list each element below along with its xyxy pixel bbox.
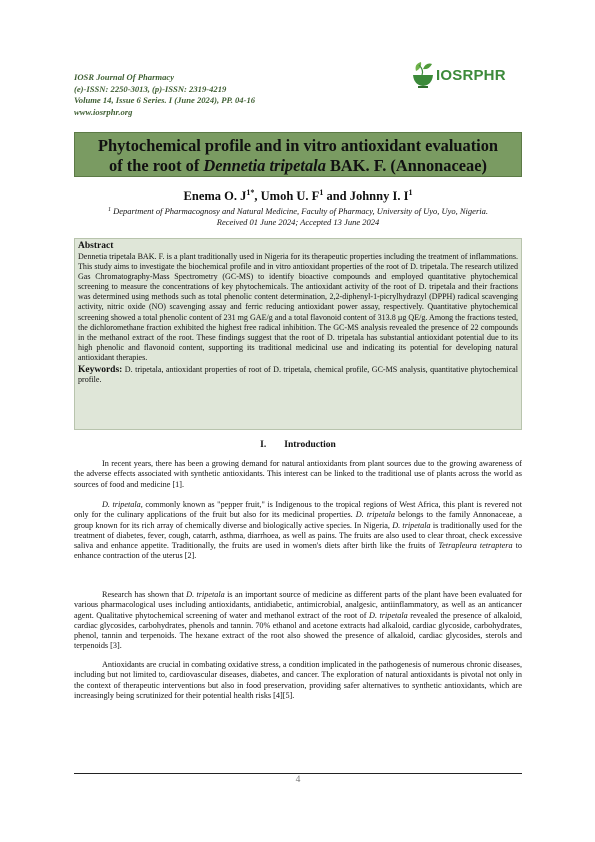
abstract-body: Dennetia tripetala BAK. F. is a plant traditionally used in Nigeria for its therapeutic properties including the treatment of inflammations. This study aims to investigate the biochemical profile and in vitro antioxidant properties of the root of D. tripetala. The research utilized Gas Chromatography-Mass Spectrometry (GC-MS) to identify bioactive compounds and employed quantitative phytochemical screening to measure the concentrations of key phytochemicals. The antioxidant activity of the root of D. tripetala and their fractions was determined using methods such as total phenolic content determination, 2,2-diphenyl-1-picrylhydrazyl (DPPH) radical scavenging activity, nitric oxide (NO) scavenging assay and ferric reducing antioxidant power assay, respectively. Quantitative phytochemical screening showed a total phenolic content of 231 mg GAE/g and a total flavonoid content of 313.8 µg QE/g. Among the fractions tested, the dichloromethane fraction exhibited the highest free radical inhibition. The GC-MS analysis revealed the presence of 22 compounds in the methanol extract of the root. These findings suggest that the root of D. tripetala has substantial antioxidant potential due to its high phenolic and flavonoid content, supporting its traditional medicinal use and indicating its potential for developing natural antioxidant therapies. bbox=[78, 252, 518, 362]
paragraph-text: is traditionally used for the treatment of diabetes, fever, cough, catarrh, asthma, diarrhoea, as well as pains. The fruits are also used to clear throat, check excessive saliva and enhance appetite. Traditionally, the fruits are used in women's diets after birth like the fruits of bbox=[74, 520, 522, 551]
intro-paragraph-3 bbox=[74, 590, 522, 652]
title-suffix: BAK. F. (Annonaceae) bbox=[325, 156, 487, 175]
author-sep: , bbox=[254, 189, 261, 203]
abstract-heading: Abstract bbox=[78, 241, 114, 251]
keywords-label: Keywords: bbox=[78, 365, 123, 376]
author-3-sup: 1 bbox=[408, 188, 413, 197]
title-prefix: of the root of bbox=[109, 156, 204, 175]
paragraph-text: revealed the presence of alkaloid, cardiac glycosides, carbohydrates, phenols and tannin. 70% ethanol and acetone extracts had alkaloid, cardiac glycoside, carbohydrates, phenol, tannin and terpenoids. The hexane extract of the root also showed the presence of alkaloid, cardiac glycosides, sterols and terpenoids [3]. bbox=[74, 610, 522, 651]
paper-title bbox=[74, 132, 522, 177]
footer-divider bbox=[74, 773, 522, 774]
author-1: Enema O. J bbox=[183, 189, 247, 203]
section-number: I. bbox=[260, 440, 267, 450]
logo-text: IOSRPHR bbox=[436, 67, 506, 84]
species-name: D. tripetala bbox=[186, 590, 225, 599]
title-species: Dennetia tripetala bbox=[203, 156, 326, 175]
keywords bbox=[78, 365, 518, 385]
author-2: Umoh U. F bbox=[260, 189, 320, 203]
page-number: 4 bbox=[295, 775, 301, 785]
journal-issn: (e)-ISSN: 2250-3013, (p)-ISSN: 2319-4219 bbox=[74, 83, 227, 94]
journal-volume: Volume 14, Issue 6 Series. I (June 2024), PP. 04-16 bbox=[74, 95, 256, 106]
journal-name: IOSR Journal Of Pharmacy bbox=[74, 72, 175, 82]
paragraph-text: to enhance contraction of the uterus [2]. bbox=[74, 541, 522, 561]
intro-paragraph-4: Antioxidants are crucial in combating oxidative stress, a condition implicated in the pathogenesis of numerous chronic diseases, including but not limited to, cardiovascular diseases, diabetes, and cancer. The exploration of natural antioxidants is pivotal not only in the context of therapeutic interventions but also in food preservation, providing safer alternatives to synthetic antioxidants, which are increasingly being scrutinized for their potential health risks [4][5]. bbox=[74, 660, 522, 700]
affiliation-sup: 1 bbox=[107, 207, 111, 213]
paragraph-text: , commonly known as "pepper fruit," is Indigenous to the tropical regions of West Africa, this plant is revered not only for the culinary applications of the fruit but also for its medicinal properties. bbox=[74, 500, 522, 520]
keywords-text: D. tripetala, antioxidant properties of root of D. tripetala, chemical profile, GC-MS analysis, quantitative phytochemical profile. bbox=[78, 365, 518, 385]
author-2-sup: 1 bbox=[319, 188, 324, 197]
affiliation bbox=[74, 205, 522, 228]
section-title: Introduction bbox=[284, 440, 336, 450]
author-3: Johnny I. I bbox=[349, 189, 409, 203]
intro-paragraph-2 bbox=[74, 500, 522, 562]
received-dates: Received 01 June 2024; Accepted 13 June 2024 bbox=[216, 217, 380, 227]
species-name: D. tripetala bbox=[102, 500, 141, 509]
journal-header bbox=[74, 72, 374, 118]
author-1-sup: 1* bbox=[246, 188, 255, 197]
species-name: D. tripetala bbox=[392, 520, 431, 530]
journal-website: www.iosrphr.org bbox=[74, 106, 133, 117]
paragraph-text: is an important source of medicine as different parts of the plant have been evaluated for various pharmacological uses including antioxidants, antidiabetic, antimicrobial, analgesic, antiinflammatory, as well as an anticancer agent. Qualitative phytochemical screening of water and methanol extract of the root of bbox=[74, 590, 523, 620]
abstract-box bbox=[74, 238, 522, 430]
section-heading-introduction bbox=[74, 440, 522, 451]
affiliation-line bbox=[74, 205, 522, 217]
species-name: D. tripetala bbox=[369, 610, 408, 620]
mortar-leaf-icon bbox=[410, 61, 436, 89]
title-line-1: Phytochemical profile and in vitro antioxidant evaluation bbox=[97, 136, 499, 155]
journal-logo bbox=[410, 61, 520, 91]
intro-paragraph-1: In recent years, there has been a growing demand for natural antioxidants from plant sources due to the growing awareness of the adverse effects associated with synthetic antioxidants. This interest can be linked to the traditional use of plants across the world as sources of food and medicine [1]. bbox=[74, 459, 522, 489]
species-name: D. tripetala bbox=[355, 510, 395, 520]
paragraph-text: belongs to the family Annonaceae, a group known for its rich array of chemically diverse and biologically active species. In Nigeria, bbox=[74, 510, 522, 530]
author-sep: and bbox=[323, 189, 350, 203]
paragraph-text: Research has shown that bbox=[102, 590, 187, 599]
title-line-2 bbox=[75, 156, 521, 176]
author-list bbox=[74, 185, 522, 204]
affiliation-text: Department of Pharmacognosy and Natural Medicine, Faculty of Pharmacy, University of Uyo, Uyo, Nigeria. bbox=[110, 206, 488, 216]
species-name: Tetrapleura tetraptera bbox=[438, 541, 513, 551]
